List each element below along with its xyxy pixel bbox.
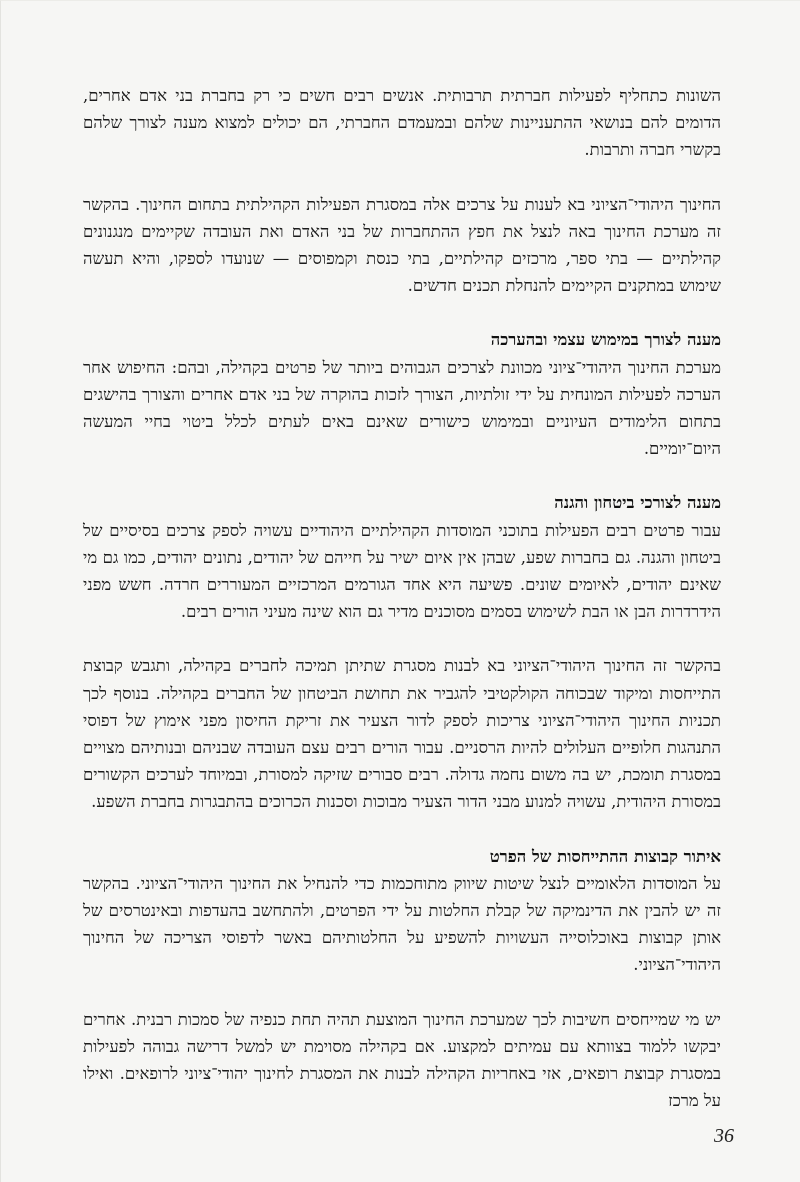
paragraph: יש מי שמייחסים חשיבות לכך שמערכת החינוך המוצעת תהיה תחת כנפיה של סמכות רבנית. אחרים יבקשו ללמוד בצוותא עם עמיתים למקצוע. אם בקהילה מסוימת יש למשל דרישה גבוהה לפעילות במסגרת קבוצת רופאים, אזי באחריות הקהילה לבנות את המסגרת לחינוך יהודי־ציוני לרופאים. ואילו על מרכז: [83, 1009, 721, 1111]
page-body: [83, 82, 721, 1142]
paragraph: השונות כתחליף לפעילות חברתית תרבותית. אנשים רבים חשים כי רק בחברת בני אדם אחרים, הדומים להם בנושאי ההתעניינות שלהם ובמעמדם החברתי, הם יכולים למצוא מענה לצורך שלהם בקשרי חברה ותרבות.: [83, 86, 721, 160]
section-heading: מענה לצורך במימוש עצמי ובהערכה: [490, 330, 721, 350]
paragraph: מערכת החינוך היהודי־ציוני מכוונת לצרכים הגבוהים ביותר של פרטים בקהילה, ובהם: החיפוש אחר הערכה לפעילות המונחית על ידי זולתיות, הצורך לזכות בהוקרה של בני אדם אחרים והצורך בהישגים בתחום הלימודים העיוניים ובמימוש כישורים שאינם באים לעתים לכלל ביטוי בחיי המעשה היום־יומיים.: [83, 357, 721, 459]
paragraph: החינוך היהודי־הציוני בא לענות על צרכים אלה במסגרת הפעילות הקהילתית בתחום החינוך. בהקשר זה מערכת החינוך באה לנצל את חפץ ההתחברות של בני האדם ואת העובדה שקיימים מנגנונים קהילתיים — בתי ספר, מרכזים קהילתיים, בתי כנסת וקמפוסים — שנועדו לספקו, והיא תעשה שימוש במתקנים הקיימים להנחלת תכנים חדשים.: [83, 194, 721, 296]
paragraph: עבור פרטים רבים הפעילות בתוכני המוסדות הקהילתיים היהודיים עשויה לספק צרכים בסיסיים של ביטחון והגנה. גם בחברות שפע, שבהן אין איום ישיר על חייהם של יהודים, נתונים יהודים, כמו גם מי שאינם יהודים, לאיומים שונים. פשיעה היא אחד הגורמים המרכזיים המעוררים חרדה. חשש מפני הידרדרות הבן או הבת לשימוש בסמים מסוכנים מדיר גם הוא שינה מעיני הורים רבים.: [83, 520, 721, 622]
section-heading: איתור קבוצות ההתייחסות של הפרט: [489, 846, 721, 866]
paragraph: בהקשר זה החינוך היהודי־הציוני בא לבנות מסגרת שתיתן תמיכה לחברים בקהילה, ותגבש קבוצת התייחסות ומיקוד שבכוחה הקולקטיבי להגביר את תחושת הביטחון של החברים בקהילה. בנוסף לכך תכניות החינוך היהודי־הציוני צריכות לספק לדור הצעיר את זריקת החיסון מפני אימוץ של דפוסי התנהגות חלופיים העלולים להיות הרסניים. עבור הורים רבים עצם העובדה שבניהם ובנותיהם מצויים במסגרת תומכת, יש בה משום נחמה גדולה. רבים סבורים שזיקה למסורת, ובמיוחד לערכים הקשורים במסורת היהודית, עשויה למנוע מבני הדור הצעיר מבוכות וסכנות הכרוכים בהתבגרות בחברת השפע.: [83, 656, 721, 812]
paragraph: על המוסדות הלאומיים לנצל שיטות שיווק מתוחכמות כדי להנחיל את החינוך היהודי־הציוני. בהקשר זה יש להבין את הדינמיקה של קבלת החלטות על ידי הפרטים, ולהתחשב בהעדפות ובאינטרסים של אותן קבוצות באוכלוסייה העשויות להשפיע על החלטותיהם באשר לדפוסי הצריכה של החינוך היהודי־הציוני.: [83, 873, 721, 975]
section-heading: מענה לצורכי ביטחון והגנה: [554, 493, 721, 513]
page-number: 36: [714, 1125, 734, 1147]
